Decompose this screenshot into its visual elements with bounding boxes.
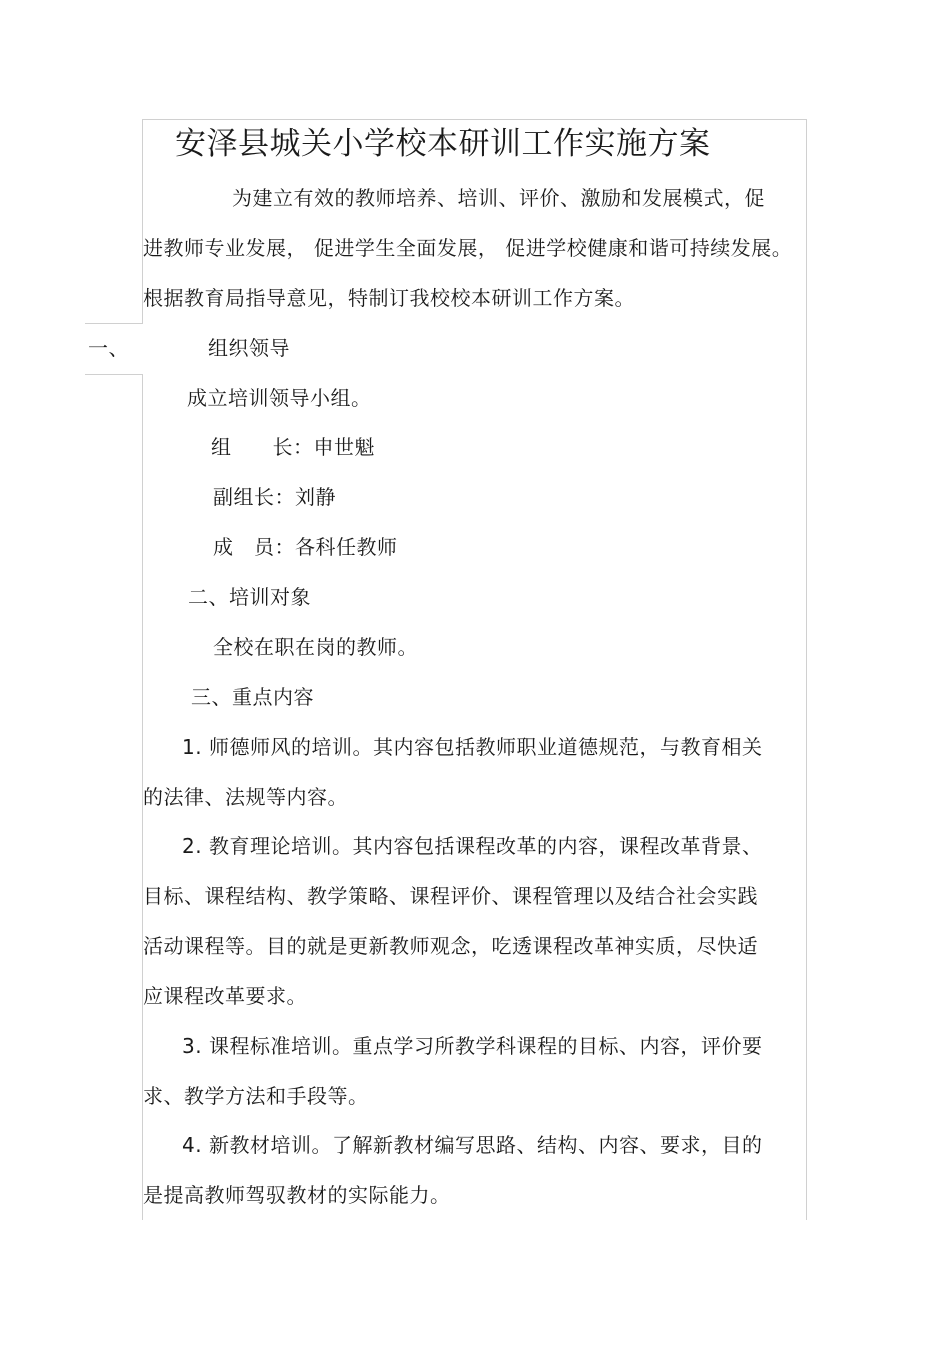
item2-line-3: 活动课程等。目的就是更新教师观念，吃透课程改革神实质，尽快适: [143, 934, 758, 958]
intro-line-1: 为建立有效的教师培养、培训、评价、激励和发展模式，促: [232, 186, 765, 210]
intro-line-2: 进教师专业发展， 促进学生全面发展， 促进学校健康和谐可持续发展。: [143, 236, 793, 260]
item2-line-2: 目标、课程结构、教学策略、课程评价、课程管理以及结合社会实践: [143, 884, 758, 908]
item4-line-1: 4. 新教材培训。了解新教材编写思路、结构、内容、要求，目的: [182, 1133, 763, 1157]
section1-lead: 成立培训领导小组。: [187, 386, 372, 410]
item2-line-1: 2. 教育理论培训。其内容包括课程改革的内容，课程改革背景、: [182, 834, 763, 858]
members-row: [213, 534, 398, 560]
section3-heading: 三、重点内容: [191, 685, 314, 709]
page-frame-top: [142, 119, 807, 120]
item3-line-2: 求、教学方法和手段等。: [143, 1084, 369, 1108]
deputy-label: 副组长：: [213, 485, 295, 509]
item2-line-4: 应课程改革要求。: [143, 984, 307, 1008]
members-value: 各科任教师: [295, 535, 398, 559]
item3-line-1: 3. 课程标准培训。重点学习所教学科课程的目标、内容，评价要: [182, 1034, 763, 1058]
deputy-value: 刘静: [295, 485, 336, 509]
leader-label: 组 长：: [211, 435, 314, 459]
page-frame-right: [806, 119, 807, 1220]
leader-row: [211, 434, 375, 460]
leader-value: 申世魁: [313, 435, 375, 459]
section2-heading: 二、培训对象: [188, 585, 311, 609]
section1-number: 一、: [88, 336, 129, 360]
intro-line-3: 根据教育局指导意见，特制订我校校本研训工作方案。: [143, 286, 635, 310]
members-label: 成 员：: [213, 535, 295, 559]
section1-heading: 组织领导: [208, 336, 290, 360]
item1-line-2: 的法律、法规等内容。: [143, 785, 348, 809]
deputy-row: [213, 484, 336, 510]
item4-line-2: 是提高教师驾驭教材的实际能力。: [143, 1183, 451, 1207]
document-title: 安泽县城关小学校本研训工作实施方案: [175, 126, 711, 162]
section2-body: 全校在职在岗的教师。: [213, 635, 418, 659]
item1-line-1: 1. 师德师风的培训。其内容包括教师职业道德规范，与教育相关: [182, 735, 763, 759]
